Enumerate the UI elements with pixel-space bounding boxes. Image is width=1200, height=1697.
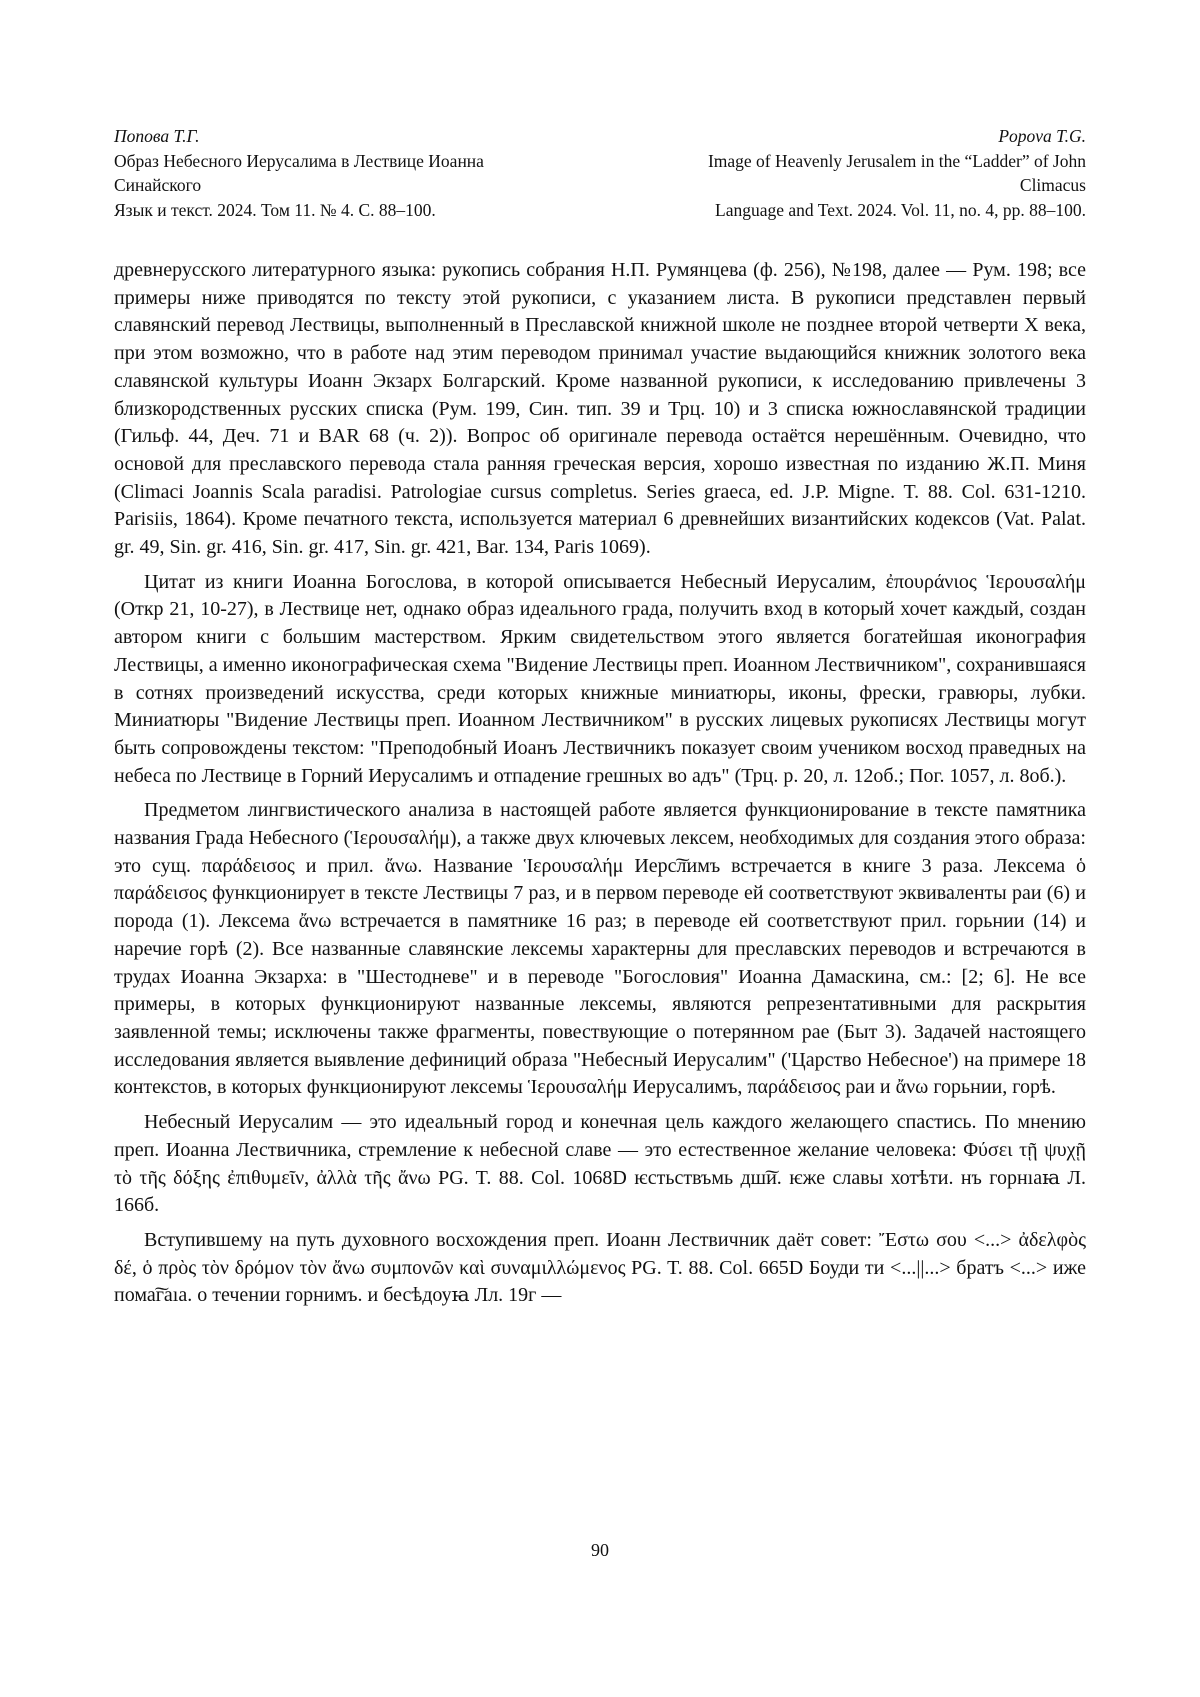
- header-author-ru: Попова Т.Г.: [114, 126, 200, 146]
- paragraph: Небесный Иерусалим — это идеальный город и конечная цель каждого желающего спастись. По мнению преп. Иоанна Лествичника, стремление к небесной славе — это естественное желание человека: Φύσει τῇ ψυχῇ τὸ τῆς δόξης ἐπιθυμεῖν, ἀλλὰ τῆς ἄνω PG. T. 88. Col. 1068D ѥстьствъмь дш͠и. ѥже славы хотѣти. нъ горнıаꙗ Л. 166б.: [114, 1111, 1086, 1217]
- header-citation-ru: Язык и текст. 2024. Том 11. № 4. С. 88–100.: [114, 199, 436, 220]
- header-title-en-line2: Climacus: [1019, 175, 1086, 195]
- article-body: [114, 257, 1086, 1317]
- header-title-ru-line2: Синайского: [114, 175, 202, 195]
- header-russian: [114, 124, 554, 222]
- header-author-en: Popova T.G.: [998, 126, 1086, 146]
- header-title-ru-line1: Образ Небесного Иерусалима в Лествице Иоанна: [114, 150, 484, 171]
- running-header: [114, 124, 1086, 222]
- page-number: 90: [591, 1540, 609, 1560]
- paragraph: Предметом лингвистического анализа в настоящей работе является функционирование в тексте памятника названия Града Небесного (Ἱερουσαλήμ), а также двух ключевых лексем, необходимых для создания этого образа: это сущ. παράδεισος и прил. ἄνω. Название Ἱερουσαλήμ Иерс͠лимъ встречается в книге 3 раза. Лексема ὁ παράδεισος функционирует в тексте Лествицы 7 раз, и в первом переводе ей соответствуют эквиваленты раи (6) и порода (1). Лексема ἄνω встречается в памятнике 16 раз; в переводе ей соответствуют прил. горьнии (14) и наречие горѣ (2). Все названные славянские лексемы характерны для преславских переводов и встречаются в трудах Иоанна Экзарха: в "Шестодневе" и в переводе "Богословия" Иоанна Дамаскина, см.: [2; 6]. Не все примеры, в которых функционируют названные лексемы, являются репрезентативными для раскрытия заявленной темы; исключены также фрагменты, повествующие о потерянном рае (Быт 3). Задачей настоящего исследования является выявление дефиниций образа "Небесный Иерусалим" ('Царство Небесное') на примере 18 контекстов, в которых функционируют лексемы Ἱερουσαλήμ Иерусалимъ, παράδεισος раи и ἄνω горьнии, горѣ.: [114, 799, 1086, 1099]
- header-title-en-line1: Image of Heavenly Jerusalem in the “Ladder” of John: [707, 150, 1086, 171]
- paragraph: древнерусского литературного языка: рукопись собрания Н.П. Румянцева (ф. 256), №198, далее — Рум. 198; все примеры ниже приводятся по тексту этой рукописи, с указанием листа. В рукописи представлен первый славянский перевод Лествицы, выполненный в Преславской книжной школе не позднее второй четверти X века, при этом возможно, что в работе над этим переводом принимал участие выдающийся книжник золотого века славянской культуры Иоанн Экзарх Болгарский. Кроме названной рукописи, к исследованию привлечены 3 близкородственных русских списка (Рум. 199, Син. тип. 39 и Трц. 10) и 3 списка южнославянской традиции (Гильф. 44, Деч. 71 и BAR 68 (ч. 2)). Вопрос об оригинале перевода остаётся нерешённым. Очевидно, что основой для преславского перевода стала ранняя греческая версия, хорошо известная по изданию Ж.П. Миня (Climaci Joannis Scala paradisi. Patrologiae cursus completus. Series graeca, ed. J.P. Migne. T. 88. Col. 631-1210. Parisiis, 1864). Кроме печатного текста, используется материал 6 древнейших византийских кодексов (Vat. Palat. gr. 49, Sin. gr. 416, Sin. gr. 417, Sin. gr. 421, Bar. 134, Paris 1069).: [114, 259, 1086, 559]
- paragraph: Вступившему на путь духовного восхождения преп. Иоанн Лествичник даёт совет: Ἔστω σου <...> ἀδελφὸς δέ, ὁ πρὸς τὸν δρόμον τὸν ἄνω συμπονῶν καὶ συναμιλλώμενος PG. T. 88. Col. 665D Боуди ти <...||...> братъ <...> иже пома͠гаıа. о течении горнимъ. и бесѣдоуꙗ Лл. 19г —: [114, 1228, 1086, 1307]
- paragraph: Цитат из книги Иоанна Богослова, в которой описывается Небесный Иерусалим, ἐπουράνιος Ἱερουσαλήμ (Откр 21, 10-27), в Лествице нет, однако образ идеального града, получить вход в который хочет каждый, создан автором книги с большим мастерством. Ярким свидетельством этого является богатейшая иконография Лествицы, а именно иконографическая схема "Видение Лествицы преп. Иоанном Лествичником", сохранившаяся в сотнях произведений искусства, среди которых книжные миниатюры, иконы, фрески, гравюры, лубки. Миниатюры "Видение Лествицы преп. Иоанном Лествичником" в русских лицевых рукописях Лествицы могут быть сопровождены текстом: "Преподобный Иоанъ Лествичникъ показует своим учеником восход праведных на небеса по Лествице в Горний Иерусалимъ и отпадение грешных во адъ" (Трц. р. 20, л. 12об.; Пог. 1057, л. 8об.).: [114, 570, 1086, 787]
- header-citation-en: Language and Text. 2024. Vol. 11, no. 4, pp. 88–100.: [715, 199, 1086, 220]
- header-english: [646, 124, 1086, 222]
